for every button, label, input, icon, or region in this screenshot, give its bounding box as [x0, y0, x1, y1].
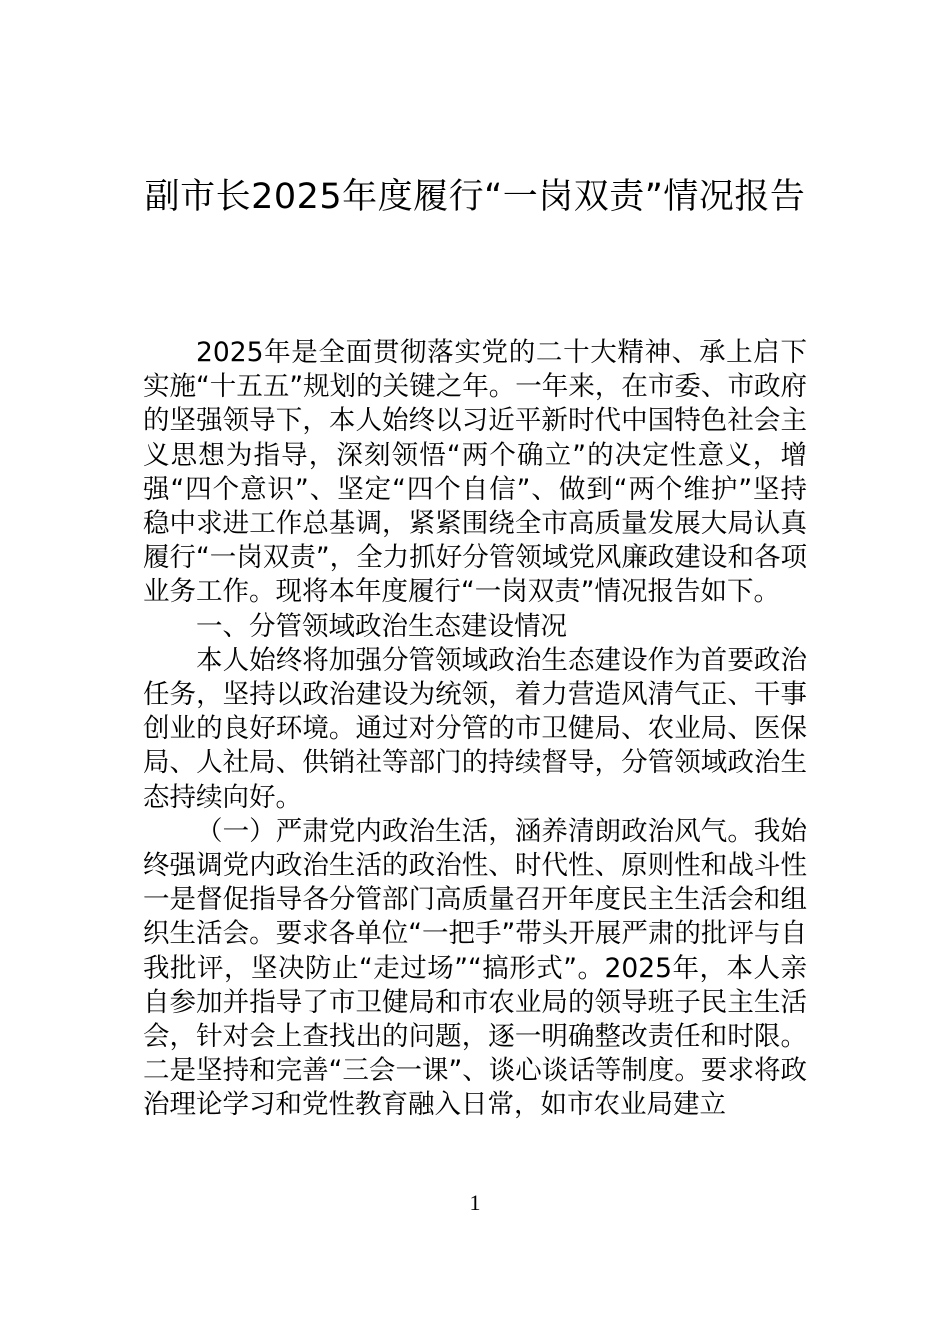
document-title: 副市长2025年度履行“一岗双责”情况报告 [144, 177, 806, 217]
page-number: 1 [469, 1190, 481, 1215]
intro-paragraph: 2025年是全面贯彻落实党的二十大精神、承上启下实施“十五五”规划的关键之年。一年来，在市委、市政府的坚强领导下，本人始终以习近平新时代中国特色社会主义思想为指导，深刻领悟“两个确立”的决定性意义，增强“四个意识”、坚定“四个自信”、做到“两个维护”坚持稳中求进工作总基调，紧紧围绕全市高质量发展大局认真履行“一岗双责”，全力抓好分管领域党风廉政建设和各项业务工作。现将本年度履行“一岗双责”情况报告如下。 [143, 337, 807, 608]
section-heading: 一、分管领域政治生态建设情况 [196, 610, 567, 642]
section-paragraph: 本人始终将加强分管领域政治生态建设作为首要政治任务，坚持以政治建设为统领，着力营造风清气正、干事创业的良好环境。通过对分管的市卫健局、农业局、医保局、人社局、供销社等部门的持续督导，分管领域政治生态持续向好。 [143, 644, 807, 813]
document-body [143, 336, 807, 1123]
subsection-paragraph: （一）严肃党内政治生活，涵养清朗政治风气。我始终强调党内政治生活的政治性、时代性、原则性和战斗性一是督促指导各分管部门高质量召开年度民主生活会和组织生活会。要求各单位“一把手”带头开展严肃的批评与自我批评，坚决防止“走过场”“搞形式”。2025年，本人亲自参加并指导了市卫健局和市农业局的领导班子民主生活会，针对会上查找出的问题，逐一明确整改责任和时限。二是坚持和完善“三会一课”、谈心谈话等制度。要求将政治理论学习和党性教育融入日常，如市农业局建立 [143, 815, 807, 1121]
